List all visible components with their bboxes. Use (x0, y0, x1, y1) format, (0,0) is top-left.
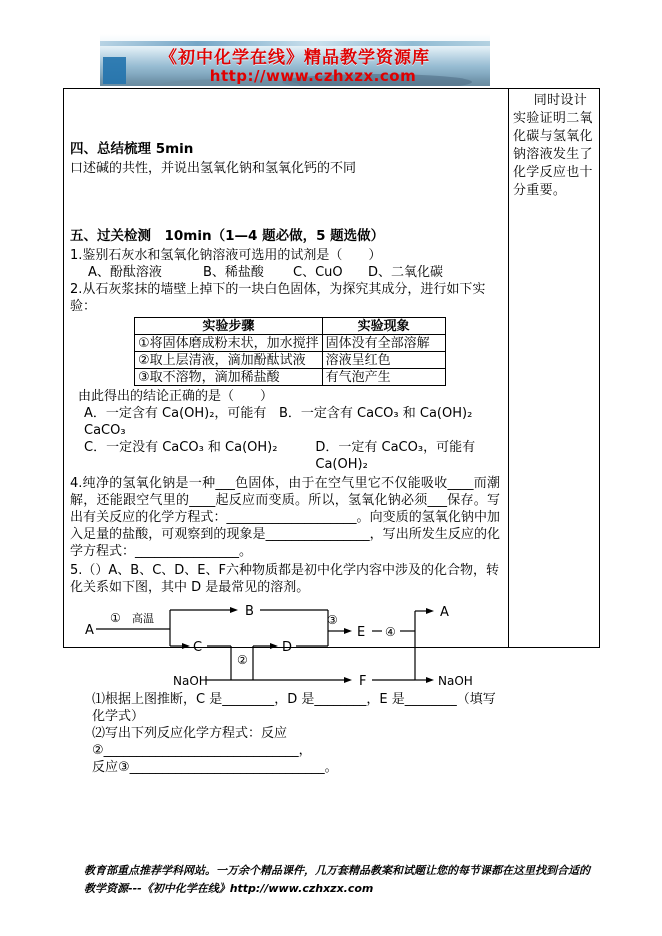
question-1-option-d: D、二氧化碳 (368, 265, 444, 280)
node-a-left: A (85, 623, 94, 638)
phenomenon-2-cell: 溶液呈红色 (322, 352, 445, 369)
node-c: C (193, 640, 203, 655)
question-2-options-row-1 (84, 405, 500, 439)
arrowhead-to-c (182, 643, 190, 649)
question-5-sub-3: 反应③______________________________。 (92, 760, 338, 775)
experiment-table-header-row (135, 318, 446, 335)
question-5-sub-1: ⑴根据上图推断，C 是________，D 是________，E 是________（填写化学式） (92, 692, 496, 724)
naoh-right-label: NaOH (438, 674, 473, 688)
section-5-heading: 五、过关检测 10min（1—4 题必做，5 题选做） (70, 228, 385, 244)
experiment-table (134, 317, 446, 386)
reaction-4-label: ④ (385, 625, 396, 639)
banner-url: http://www.czhxzx.com (209, 67, 417, 85)
node-a-right: A (440, 605, 449, 620)
reaction-1-label: ① (110, 611, 121, 625)
experiment-steps-header: 实验步骤 (135, 318, 323, 335)
arrowhead-to-f (344, 677, 352, 683)
step-1-cell: ①将固体磨成粉末状，加水搅拌 (135, 335, 323, 352)
question-2-conclusion: 由此得出的结论正确的是（ ） (78, 389, 274, 404)
section-4-heading: 四、总结梳理 5min (70, 141, 194, 157)
naoh-left-label: NaOH (173, 674, 208, 688)
node-b: B (245, 604, 254, 619)
question-5-text: 5.（）A、B、C、D、E、F六种物质都是初中化学内容中涉及的化合物，转化关系如下图，其中 D 是最常见的溶剂。 (70, 563, 499, 595)
arrowhead-to-b (230, 607, 238, 613)
question-5-sub-2: ⑵写出下列反应化学方程式：反应②______________________________， (92, 726, 312, 758)
condition-high-temp: 高温 (132, 612, 154, 625)
question-1-option-c: C、CuO (293, 265, 343, 280)
page-footer: 教育部重点推荐学科网站。一万余个精品课件，几万套精品教案和试题让您的每节课都在这里找到合适的教学资源---《初中化学在线》http://www.czhxzx.com (84, 864, 590, 895)
experiment-phenomena-header: 实验现象 (322, 318, 445, 335)
question-2-option-a: A．一定含有 Ca(OH)₂，可能有 CaCO₃ (84, 406, 267, 438)
question-2-option-b: B．一定含有 CaCO₃ 和 Ca(OH)₂ (279, 406, 473, 421)
site-banner (100, 34, 490, 86)
question-1-options (88, 264, 500, 281)
section-4-body: 口述碱的共性，并说出氢氧化钠和氢氧化钙的不同 (70, 161, 357, 176)
arrowhead-to-naoh-right (426, 677, 434, 683)
step-2-cell: ②取上层清液，滴加酚酞试液 (135, 352, 323, 369)
question-2-option-d: D．一定有 CaCO₃，可能有 Ca(OH)₂ (315, 440, 476, 472)
banner-title: 《初中化学在线》精品教学资源库 (160, 48, 430, 68)
node-f: F (359, 674, 367, 689)
arrowhead-to-d (270, 643, 278, 649)
table-row (135, 369, 446, 386)
phenomenon-3-cell: 有气泡产生 (322, 369, 445, 386)
table-row (135, 352, 446, 369)
arrowhead-to-a-right (426, 608, 434, 614)
question-4-text: 4.纯净的氢氧化钠是一种___色固体，由于在空气里它不仅能吸收____而潮解，还能跟空气里的____起反应而变质。所以，氢氧化钠必须___保存。写出有关反应的化学方程式：____________________。向变质的氢氧化钠中加入足量的盐酸，可观察到的现象是________________，写出所发生反应的化学方程式：________________。 (70, 476, 500, 559)
arrowhead-to-e (344, 628, 352, 634)
question-2-option-c: C．一定没有 CaCO₃ 和 Ca(OH)₂ (84, 440, 278, 455)
node-e: E (357, 625, 366, 640)
question-2-text: 2.从石灰浆抹的墙壁上掉下的一块白色固体，为探究其成分，进行如下实验： (70, 282, 486, 314)
question-1-option-a: A、酚酞溶液 (88, 265, 162, 280)
question-1-text: 1.鉴别石灰水和氢氧化钠溶液可选用的试剂是（ ） (70, 248, 382, 263)
sidebar-note: 同时设计实验证明二氧化碳与氢氧化钠溶液发生了化学反应也十分重要。 (513, 93, 593, 198)
transformation-diagram (80, 599, 500, 695)
worksheet-main-column (64, 89, 509, 775)
worksheet-table (63, 88, 600, 775)
worksheet-side-column (509, 89, 599, 647)
transformation-diagram-svg (80, 599, 502, 695)
reaction-2-label: ② (237, 653, 248, 667)
reaction-3-label: ③ (327, 613, 338, 627)
step-3-cell: ③取不溶物，滴加稀盐酸 (135, 369, 323, 386)
table-row (135, 335, 446, 352)
question-2-options-row-2 (84, 439, 500, 473)
node-d: D (282, 640, 293, 655)
phenomenon-1-cell: 固体没有全部溶解 (322, 335, 445, 352)
question-1-option-b: B、稀盐酸 (203, 265, 264, 280)
